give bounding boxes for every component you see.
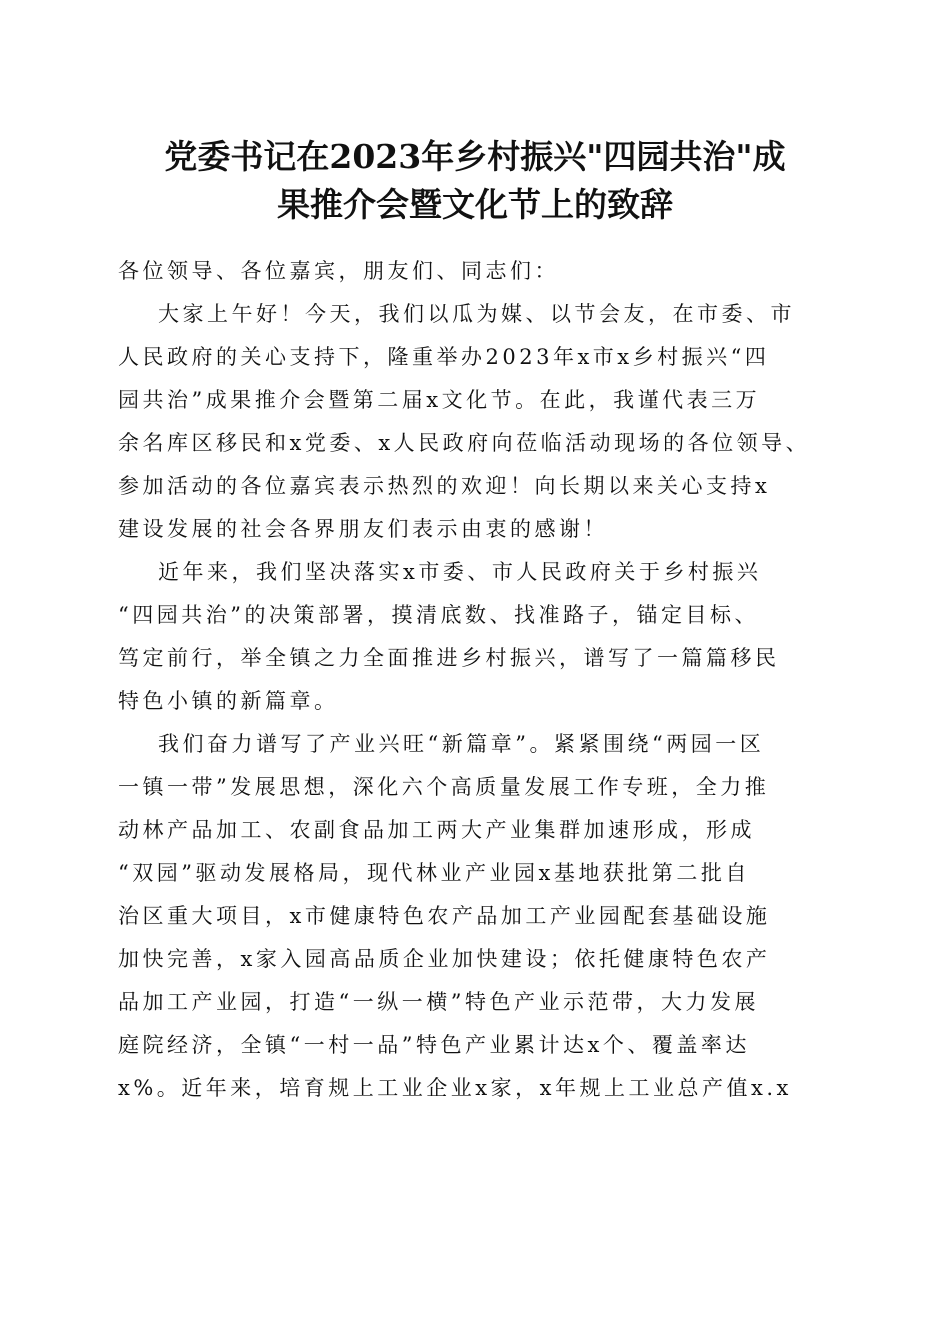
paragraph-line: 品加工产业园，打造“一纵一横”特色产业示范带，大力发展 [118, 990, 759, 1014]
paragraph-line: 笃定前行，举全镇之力全面推进乡村振兴，谱写了一篇篇移民 [118, 646, 780, 670]
paragraph-line: 一镇一带”发展思想，深化六个高质量发展工作专班，全力推 [118, 775, 770, 799]
paragraph-line: 近年来，我们坚决落实x市委、市人民政府关于乡村振兴 [158, 560, 762, 584]
paragraph-line: “四园共治”的决策部署，摸清底数、找准路子，锚定目标、 [118, 603, 759, 627]
paragraph-line: 人民政府的关心支持下，隆重举办2023年x市x乡村振兴“四 [118, 345, 770, 369]
paragraph-line: 建设发展的社会各界朋友们表示由衷的感谢！ [118, 517, 608, 541]
paragraph-line: 参加活动的各位嘉宾表示热烈的欢迎！向长期以来关心支持x [118, 474, 771, 498]
paragraph-line: 余名库区移民和x党委、x人民政府向莅临活动现场的各位领导、 [118, 431, 811, 455]
paragraph-line: 园共治”成果推介会暨第二届x文化节。在此，我谨代表三万 [118, 388, 761, 412]
title-line-1: 党委书记在2023年乡村振兴"四园共治"成 [164, 137, 786, 176]
paragraph-line: 我们奋力谱写了产业兴旺“新篇章”。紧紧围绕“两园一区 [158, 732, 765, 756]
paragraph-line: 庭院经济，全镇“一村一品”特色产业累计达x个、覆盖率达 [118, 1033, 750, 1057]
paragraph-line: x%。近年来，培育规上工业企业x家，x年规上工业总产值x.x [118, 1076, 792, 1100]
title-line-2: 果推介会暨文化节上的致辞 [277, 185, 673, 224]
paragraph-line: 大家上午好！今天，我们以瓜为媒、以节会友，在市委、市 [158, 302, 795, 326]
paragraph-line: 加快完善，x家入园高品质企业加快建设；依托健康特色农产 [118, 947, 771, 971]
paragraph-line: 特色小镇的新篇章。 [118, 689, 339, 713]
salutation-line: 各位领导、各位嘉宾，朋友们、同志们： [118, 259, 559, 283]
document-title [110, 133, 840, 229]
paragraph-line: 动林产品加工、农副食品加工两大产业集群加速形成，形成 [118, 818, 755, 842]
paragraph-line: “双园”驱动发展格局，现代林业产业园x基地获批第二批自 [118, 861, 750, 885]
document-body [118, 250, 858, 1110]
paragraph-line: 治区重大项目，x市健康特色农产品加工产业园配套基础设施 [118, 904, 771, 928]
